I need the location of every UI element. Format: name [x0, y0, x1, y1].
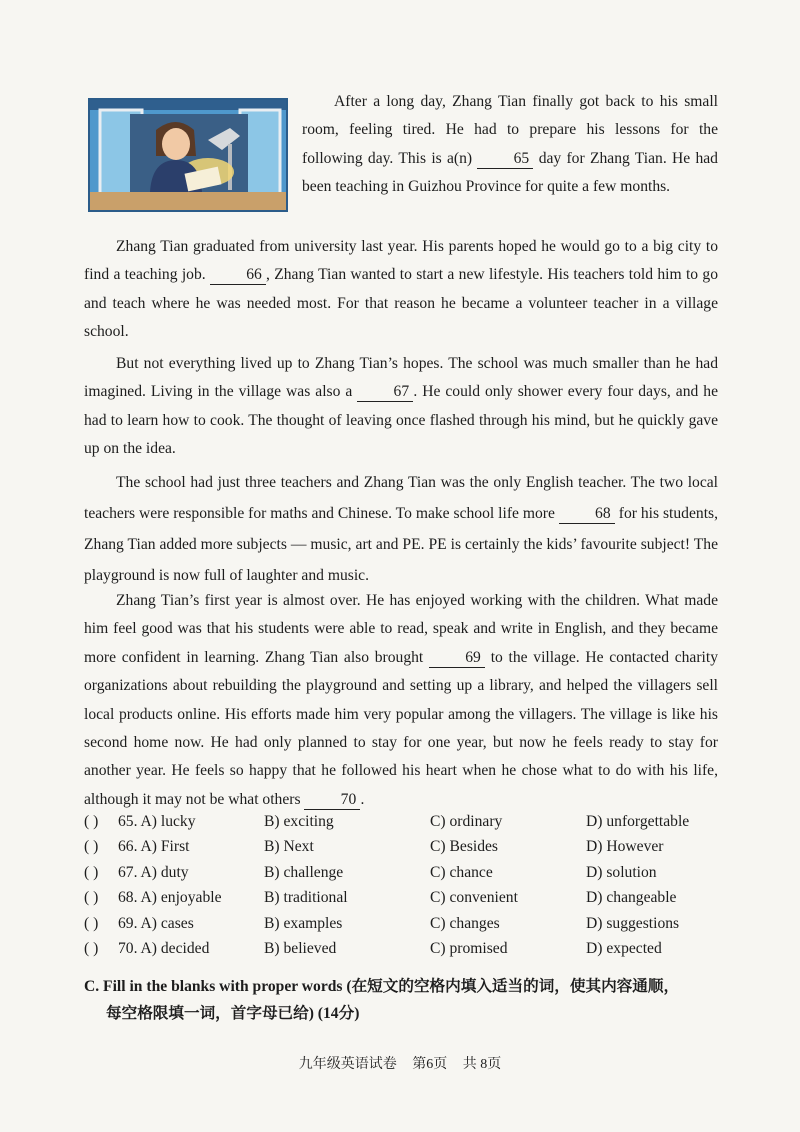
option-a: 69. A) cases: [118, 914, 194, 932]
option-d: D) However: [586, 838, 664, 856]
paragraph-3: But not everything lived up to Zhang Tian’s hopes. The school was much smaller than he had imagined. Living in the village was also a 67 . He could only shower every four days, and he had to learn how to cook. The thought of leaving once flashed through his mind, but he quickly gave up on the idea.: [84, 355, 718, 458]
option-a: 67. A) duty: [118, 863, 189, 881]
section-c-line-1: C. Fill in the blanks with proper words (在短文的空格内填入适当的词，使其内容通顺，: [84, 978, 680, 995]
option-row-68: [84, 889, 724, 914]
footer-exam-name: 九年级英语试卷: [298, 1057, 397, 1072]
answer-paren[interactable]: ( ): [84, 889, 99, 907]
footer-total-pages: 共 8页: [462, 1057, 502, 1072]
option-row-69: [84, 915, 724, 940]
option-c: C) Besides: [430, 838, 499, 856]
option-d: D) changeable: [586, 889, 677, 907]
option-b: B) believed: [264, 939, 337, 957]
section-c-heading: [84, 973, 724, 1027]
answer-options: [84, 813, 724, 965]
blank-67: 67: [357, 383, 413, 402]
section-c-line-2: 每空格限填一词，首字母已给) (14分): [106, 1005, 360, 1022]
illustration-teacher-at-window: [88, 98, 288, 212]
option-c: C) promised: [430, 939, 508, 957]
option-a: 68. A) enjoyable: [118, 889, 222, 907]
option-a: 70. A) decided: [118, 939, 210, 957]
blank-68: 68: [559, 505, 615, 524]
option-b: B) traditional: [264, 889, 348, 907]
option-a: 65. A) lucky: [118, 813, 196, 830]
option-b: B) Next: [264, 838, 314, 856]
option-d: D) solution: [586, 863, 657, 881]
footer-page-number: 第6页: [412, 1057, 448, 1072]
answer-paren[interactable]: ( ): [84, 939, 99, 957]
paragraph-1: After a long day, Zhang Tian finally got back to his small room, feeling tired. He had to prepare his lessons for the following day. This is a(n) 65 day for Zhang Tian. He had been teaching in Guizhou Province for quite a few months.: [302, 93, 718, 196]
paragraph-4: The school had just three teachers and Zhang Tian was the only English teacher. The two local teachers were responsible for maths and Chinese. To make school life more 68 for his students, Zhang Tian added more subjects — music, art and PE. PE is certainly the kids’ favourite subject! The playground is now full of laughter and music.: [84, 474, 718, 584]
paragraph-5: Zhang Tian’s first year is almost over. He has enjoyed working with the children. What made him feel good was that his students were able to read, speak and write in English, and they became more confident in learning. Zhang Tian also brought 69 to the village. He contacted charity organizations about rebuilding the playground and setting up a library, and helped the villagers sell local products online. His efforts made him very popular among the villagers. The village is like his second home now. He had only planned to stay for one year, but now he feels ready to stay for another year. He feels so happy that he followed his heart when he chose what to do with his life, although it may not be what others 70 .: [84, 592, 718, 808]
option-c: C) chance: [430, 863, 493, 881]
blank-66: 66: [210, 266, 266, 285]
blank-70: 70: [304, 791, 360, 810]
option-row-66: [84, 838, 724, 863]
answer-paren[interactable]: ( ): [84, 813, 99, 830]
option-row-65: [84, 813, 724, 838]
teacher-reading-image: [90, 100, 286, 210]
paragraph-2: Zhang Tian graduated from university last year. His parents hoped he would go to a big city to find a teaching job. 66 , Zhang Tian wanted to start a new lifestyle. His teachers told him to go and teach where he was needed most. For that reason he became a volunteer teacher in a village school.: [84, 238, 719, 341]
option-b: B) exciting: [264, 813, 334, 830]
option-c: C) changes: [430, 914, 500, 932]
option-b: B) examples: [264, 914, 343, 932]
option-c: C) convenient: [430, 889, 518, 907]
option-a: 66. A) First: [118, 838, 190, 856]
option-d: D) unforgettable: [586, 813, 690, 830]
option-row-67: [84, 864, 724, 889]
option-d: D) suggestions: [586, 914, 680, 932]
blank-69: 69: [429, 649, 485, 668]
option-row-70: [84, 940, 724, 965]
page-footer: [0, 1053, 800, 1073]
option-c: C) ordinary: [430, 813, 503, 830]
answer-paren[interactable]: ( ): [84, 914, 99, 932]
answer-paren[interactable]: ( ): [84, 863, 99, 881]
answer-paren[interactable]: ( ): [84, 838, 99, 856]
blank-65: 65: [477, 150, 533, 169]
option-d: D) expected: [586, 939, 662, 957]
option-b: B) challenge: [264, 863, 344, 881]
